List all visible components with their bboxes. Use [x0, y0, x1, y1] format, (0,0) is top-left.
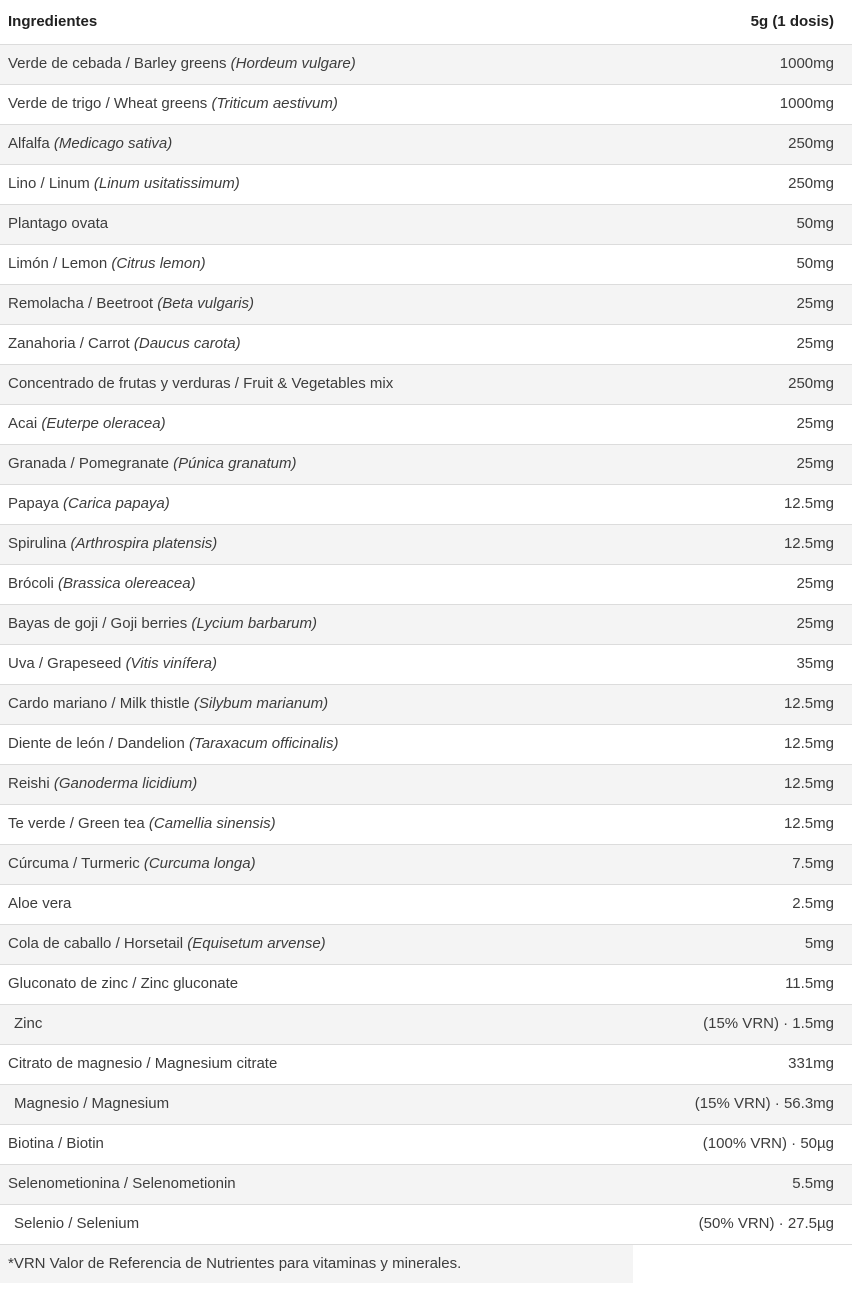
ingredient-name — [0, 924, 633, 964]
ingredient-name — [0, 204, 633, 244]
ingredient-name — [0, 284, 633, 324]
ingredient-row — [0, 524, 852, 564]
ingredient-amount: 12.5mg — [633, 764, 852, 804]
ingredient-name — [0, 404, 633, 444]
ingredient-name — [0, 844, 633, 884]
ingredient-common-name: Brócoli — [8, 575, 59, 592]
ingredient-name — [0, 124, 633, 164]
ingredient-name — [0, 444, 633, 484]
ingredient-common-name: Plantago ovata — [8, 215, 109, 232]
ingredient-common-name: Cardo mariano / Milk thistle — [8, 695, 194, 712]
ingredient-amount: 50mg — [633, 204, 852, 244]
ingredient-amount: 25mg — [633, 564, 852, 604]
ingredient-row — [0, 604, 852, 644]
ingredient-common-name: Bayas de goji / Goji berries — [8, 615, 192, 632]
ingredient-amount: 5mg — [633, 924, 852, 964]
ingredient-amount: 2.5mg — [633, 884, 852, 924]
ingredient-latin-name: (Equisetum arvense) — [187, 935, 326, 952]
ingredient-amount: 5.5mg — [633, 1164, 852, 1204]
ingredient-name — [0, 1204, 633, 1244]
ingredient-row — [0, 404, 852, 444]
ingredient-amount: 50mg — [633, 244, 852, 284]
ingredient-row — [0, 564, 852, 604]
ingredient-amount: 12.5mg — [633, 684, 852, 724]
ingredient-amount: 1000mg — [633, 44, 852, 84]
ingredient-amount: 25mg — [633, 324, 852, 364]
ingredient-latin-name: (Triticum aestivum) — [211, 95, 338, 112]
ingredient-row — [0, 804, 852, 844]
ingredient-common-name: Cola de caballo / Horsetail — [8, 935, 188, 952]
ingredient-common-name: Verde de cebada / Barley greens — [8, 55, 231, 72]
ingredient-latin-name: (Lycium barbarum) — [191, 615, 318, 632]
ingredient-common-name: Zinc — [14, 1015, 43, 1032]
footnote-text: *VRN Valor de Referencia de Nutrientes para vitaminas y minerales. — [0, 1244, 633, 1283]
ingredient-common-name: Selenio / Selenium — [14, 1215, 140, 1232]
ingredient-row — [0, 124, 852, 164]
ingredient-latin-name: (Euterpe oleracea) — [41, 415, 166, 432]
ingredient-common-name: Uva / Grapeseed — [8, 655, 126, 672]
ingredient-row — [0, 964, 852, 1004]
ingredient-name — [0, 1004, 633, 1044]
ingredient-latin-name: (Ganoderma licidium) — [53, 775, 198, 792]
ingredient-amount: (15% VRN) · 1.5mg — [633, 1004, 852, 1044]
ingredient-latin-name: (Arthrospira platensis) — [70, 535, 218, 552]
ingredient-row — [0, 924, 852, 964]
ingredient-row — [0, 1084, 852, 1124]
ingredient-latin-name: (Taraxacum officinalis) — [188, 735, 339, 752]
ingredient-common-name: Diente de león / Dandelion — [8, 735, 189, 752]
ingredient-common-name: Citrato de magnesio / Magnesium citrate — [8, 1055, 278, 1072]
ingredient-common-name: Remolacha / Beetroot — [8, 295, 158, 312]
ingredient-name — [0, 84, 633, 124]
ingredient-name — [0, 324, 633, 364]
ingredient-common-name: Spirulina — [8, 535, 71, 552]
ingredient-latin-name: (Púnica granatum) — [173, 455, 297, 472]
ingredient-common-name: Acai — [8, 415, 42, 432]
ingredient-amount: 11.5mg — [633, 964, 852, 1004]
ingredient-row — [0, 284, 852, 324]
ingredient-amount: 25mg — [633, 284, 852, 324]
ingredient-row — [0, 644, 852, 684]
ingredient-name — [0, 964, 633, 1004]
ingredient-name — [0, 644, 633, 684]
ingredient-common-name: Lino / Linum — [8, 175, 94, 192]
ingredient-latin-name: (Hordeum vulgare) — [230, 55, 356, 72]
ingredient-row — [0, 444, 852, 484]
ingredient-row — [0, 204, 852, 244]
ingredient-row — [0, 724, 852, 764]
ingredient-name — [0, 564, 633, 604]
ingredient-amount: 25mg — [633, 404, 852, 444]
ingredient-row — [0, 1204, 852, 1244]
ingredient-row — [0, 84, 852, 124]
ingredient-amount: (15% VRN) · 56.3mg — [633, 1084, 852, 1124]
ingredient-latin-name: (Brassica olereacea) — [58, 575, 196, 592]
ingredient-latin-name: (Carica papaya) — [63, 495, 170, 512]
ingredient-row — [0, 1124, 852, 1164]
ingredient-common-name: Limón / Lemon — [8, 255, 112, 272]
ingredient-latin-name: (Citrus lemon) — [111, 255, 206, 272]
ingredient-row — [0, 164, 852, 204]
ingredient-amount: 7.5mg — [633, 844, 852, 884]
ingredient-amount: 12.5mg — [633, 524, 852, 564]
ingredient-name — [0, 884, 633, 924]
ingredient-amount: 250mg — [633, 364, 852, 404]
ingredient-amount: 12.5mg — [633, 804, 852, 844]
ingredient-common-name: Magnesio / Magnesium — [14, 1095, 170, 1112]
ingredient-row — [0, 44, 852, 84]
footnote-spacer — [633, 1244, 852, 1283]
ingredient-common-name: Reishi — [8, 775, 54, 792]
ingredient-common-name: Aloe vera — [8, 895, 72, 912]
ingredient-amount: 250mg — [633, 124, 852, 164]
ingredient-common-name: Papaya — [8, 495, 64, 512]
ingredient-name — [0, 484, 633, 524]
ingredient-name — [0, 604, 633, 644]
ingredient-row — [0, 1004, 852, 1044]
ingredient-amount: 12.5mg — [633, 484, 852, 524]
ingredient-common-name: Verde de trigo / Wheat greens — [8, 95, 212, 112]
table-body — [0, 44, 852, 1244]
ingredient-amount: 12.5mg — [633, 724, 852, 764]
ingredient-common-name: Concentrado de frutas y verduras / Fruit & Vegetables mix — [8, 375, 394, 392]
dose-column-header: 5g (1 dosis) — [633, 0, 852, 44]
ingredient-latin-name: (Beta vulgaris) — [157, 295, 254, 312]
ingredient-name — [0, 804, 633, 844]
ingredient-name — [0, 164, 633, 204]
ingredient-name — [0, 1164, 633, 1204]
ingredient-name — [0, 684, 633, 724]
ingredient-name — [0, 364, 633, 404]
ingredient-common-name: Cúrcuma / Turmeric — [8, 855, 144, 872]
ingredient-amount: (100% VRN) · 50µg — [633, 1124, 852, 1164]
ingredient-row — [0, 684, 852, 724]
ingredient-amount: 250mg — [633, 164, 852, 204]
ingredient-row — [0, 884, 852, 924]
ingredient-amount: 25mg — [633, 604, 852, 644]
ingredient-latin-name: (Vitis vinífera) — [125, 655, 217, 672]
table-header-row — [0, 0, 852, 44]
ingredient-common-name: Granada / Pomegranate — [8, 455, 174, 472]
ingredient-name — [0, 764, 633, 804]
ingredient-common-name: Zanahoria / Carrot — [8, 335, 134, 352]
ingredient-common-name: Te verde / Green tea — [8, 815, 149, 832]
ingredient-latin-name: (Linum usitatissimum) — [93, 175, 240, 192]
ingredient-common-name: Selenometionina / Selenometionin — [8, 1175, 236, 1192]
ingredient-name — [0, 724, 633, 764]
ingredient-row — [0, 364, 852, 404]
ingredient-row — [0, 484, 852, 524]
ingredient-latin-name: (Daucus carota) — [133, 335, 241, 352]
ingredient-latin-name: (Silybum marianum) — [193, 695, 329, 712]
ingredient-common-name: Alfalfa — [8, 135, 54, 152]
ingredient-name — [0, 1124, 633, 1164]
ingredient-common-name: Gluconato de zinc / Zinc gluconate — [8, 975, 239, 992]
ingredient-row — [0, 844, 852, 884]
ingredient-latin-name: (Curcuma longa) — [143, 855, 256, 872]
ingredient-amount: 1000mg — [633, 84, 852, 124]
ingredient-amount: 25mg — [633, 444, 852, 484]
ingredient-amount: 331mg — [633, 1044, 852, 1084]
ingredient-row — [0, 764, 852, 804]
ingredient-name — [0, 1084, 633, 1124]
ingredient-row — [0, 244, 852, 284]
ingredient-latin-name: (Medicago sativa) — [53, 135, 173, 152]
footnote-row — [0, 1244, 852, 1283]
ingredient-amount: (50% VRN) · 27.5µg — [633, 1204, 852, 1244]
ingredient-row — [0, 324, 852, 364]
ingredient-name — [0, 524, 633, 564]
ingredient-row — [0, 1044, 852, 1084]
ingredient-name — [0, 1044, 633, 1084]
ingredient-name — [0, 244, 633, 284]
ingredient-amount: 35mg — [633, 644, 852, 684]
ingredient-name — [0, 44, 633, 84]
ingredient-row — [0, 1164, 852, 1204]
ingredient-latin-name: (Camellia sinensis) — [148, 815, 276, 832]
ingredients-column-header: Ingredientes — [0, 0, 633, 44]
ingredient-common-name: Biotina / Biotin — [8, 1135, 104, 1152]
